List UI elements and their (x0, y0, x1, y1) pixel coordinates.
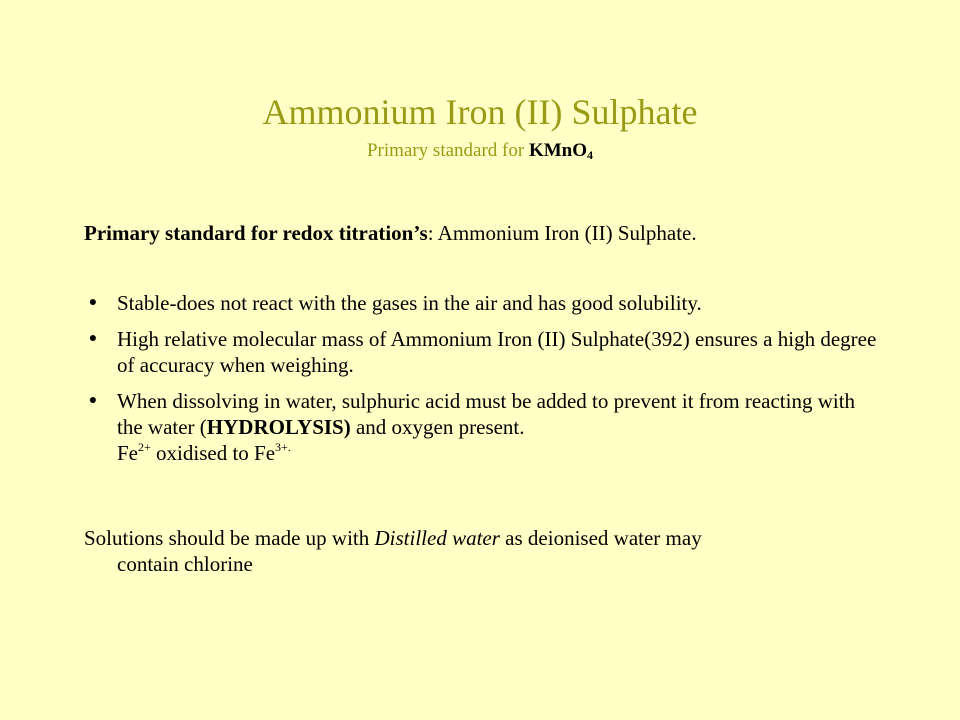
slide-subtitle (0, 139, 960, 163)
bullet-item (84, 290, 884, 316)
closing-paragraph (84, 525, 884, 577)
closing-italic: Distilled water (374, 526, 500, 550)
subtitle-prefix: Primary standard for (366, 140, 529, 161)
formula-main: KMnO (528, 140, 588, 161)
fe-ion-b-charge: 3+. (275, 440, 291, 454)
closing-after: as deionised water may (499, 526, 702, 550)
bullet-point-icon: ● (88, 331, 98, 346)
intro-bold: Primary standard for redox titration’s (84, 221, 428, 245)
bullet-point-icon: ● (88, 295, 98, 310)
bullet-item (84, 388, 884, 466)
slide-title: Ammonium Iron (II) Sulphate (262, 92, 698, 132)
bullet-text: Stable-does not react with the gases in the air and has good solubility. (117, 291, 702, 315)
bullet-text-part2: and oxygen present. (350, 415, 525, 439)
intro-rest: : Ammonium Iron (II) Sulphate. (427, 221, 697, 245)
hydrolysis-term: HYDROLYSIS) (206, 415, 351, 439)
bullet-text-part1: When dissolving in water, sulphuric acid must be added to prevent it from reacting with the water ( (117, 389, 856, 439)
formula-subscript: 4 (587, 148, 594, 162)
bullet-text: High relative molecular mass of Ammonium Iron (II) Sulphate(392) ensures a high degree of accuracy when weighing. (117, 327, 877, 377)
fe-ion-a: Fe (117, 441, 138, 465)
bullet-item (84, 326, 884, 378)
intro-paragraph (84, 220, 914, 246)
fe-ion-a-charge: 2+ (138, 440, 151, 454)
bullet-list (84, 290, 884, 476)
subtitle-formula (529, 140, 593, 161)
bullet-point-icon: ● (88, 393, 98, 408)
closing-continuation: contain chlorine (117, 552, 253, 576)
oxidised-text: oxidised to Fe (150, 441, 276, 465)
closing-before: Solutions should be made up with (84, 526, 375, 550)
